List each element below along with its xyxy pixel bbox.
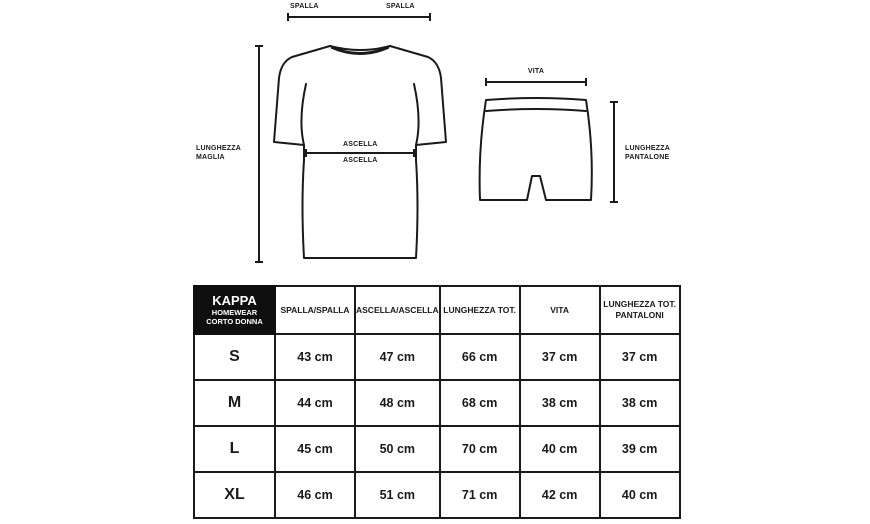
table-cell: 38 cm	[600, 380, 680, 426]
armpit-label-top: ASCELLA	[343, 141, 378, 148]
shoulder-label-right: SPALLA	[386, 3, 415, 10]
header-shoulder: SPALLA/SPALLA	[275, 286, 355, 334]
brand-cell	[194, 286, 275, 334]
table-cell: 68 cm	[440, 380, 520, 426]
size-label: S	[194, 334, 275, 380]
table-header-row	[194, 286, 680, 334]
table-cell: 39 cm	[600, 426, 680, 472]
armpit-label-bottom: ASCELLA	[343, 157, 378, 164]
brand-line-2: CORTO DONNA	[206, 317, 263, 326]
size-label: L	[194, 426, 275, 472]
table-row	[194, 426, 680, 472]
size-label: M	[194, 380, 275, 426]
table-cell: 40 cm	[520, 426, 600, 472]
brand-name: KAPPA	[212, 293, 257, 308]
header-pants-length: LUNGHEZZA TOT. PANTALONI	[600, 286, 680, 334]
table-cell: 43 cm	[275, 334, 355, 380]
size-chart-table	[193, 285, 681, 519]
table-cell: 46 cm	[275, 472, 355, 518]
table-cell: 70 cm	[440, 426, 520, 472]
table-cell: 48 cm	[355, 380, 440, 426]
size-label: XL	[194, 472, 275, 518]
table-row	[194, 334, 680, 380]
table-cell: 40 cm	[600, 472, 680, 518]
table-cell: 71 cm	[440, 472, 520, 518]
table-cell: 38 cm	[520, 380, 600, 426]
table-row	[194, 380, 680, 426]
shorts-waistband	[486, 109, 586, 111]
waist-label: VITA	[527, 68, 545, 75]
table-cell: 47 cm	[355, 334, 440, 380]
table-cell: 37 cm	[600, 334, 680, 380]
header-waist: VITA	[520, 286, 600, 334]
table-cell: 45 cm	[275, 426, 355, 472]
table-cell: 50 cm	[355, 426, 440, 472]
shirt-length-label: LUNGHEZZA MAGLIA	[196, 145, 241, 161]
table-cell: 42 cm	[520, 472, 600, 518]
shorts-outline	[480, 98, 592, 200]
table-cell: 51 cm	[355, 472, 440, 518]
header-total-length: LUNGHEZZA TOT.	[440, 286, 520, 334]
table-cell: 37 cm	[520, 334, 600, 380]
shoulder-label-left: SPALLA	[290, 3, 319, 10]
header-armpit: ASCELLA/ASCELLA	[355, 286, 440, 334]
brand-line-1: HOMEWEAR	[211, 308, 258, 317]
shorts-length-label: LUNGHEZZA PANTALONE	[625, 145, 670, 161]
table-row	[194, 472, 680, 518]
tshirt-sleeve-seams	[301, 84, 418, 145]
table-cell: 66 cm	[440, 334, 520, 380]
table-cell: 44 cm	[275, 380, 355, 426]
